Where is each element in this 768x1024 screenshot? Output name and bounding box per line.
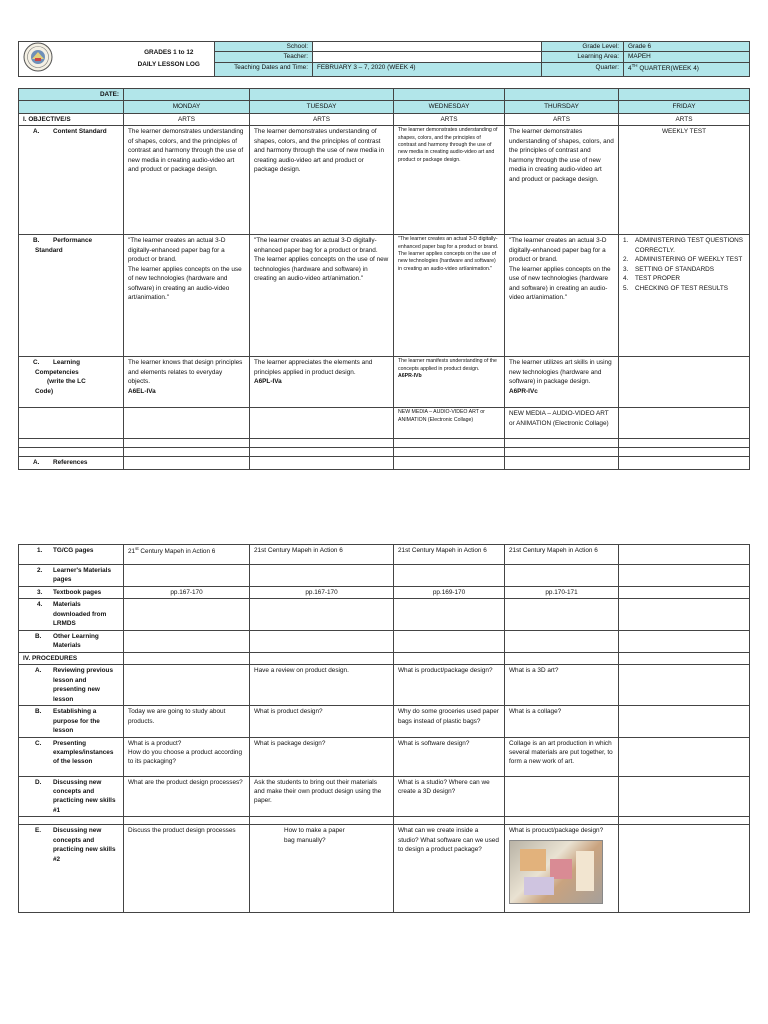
teacher-label: Teacher:	[215, 52, 313, 62]
proc-b-label: B. Establishing a purpose for the lesson	[19, 706, 124, 737]
content-wednesday: NEW MEDIA – AUDIO-VIDEO ART or ANIMATION (Electronic Collage)	[394, 408, 505, 439]
quarter-label: Quarter:	[542, 62, 624, 76]
arts-friday: ARTS	[619, 113, 750, 125]
proc-e-wednesday: What can we create inside a studio? What software can we used to design a product package?	[394, 825, 505, 913]
proc-d-monday: What are the product design processes?	[124, 776, 250, 817]
references-label: A. References	[19, 457, 124, 469]
dates-label: Teaching Dates and Time:	[215, 62, 313, 76]
proc-c-tuesday: What is package design?	[250, 737, 394, 776]
content-standard-wednesday: The learner demonstrates understanding of shapes, colors, and the principles of contrast and harmony through the use of new media in creating audio-video art and product or package design.	[394, 126, 505, 235]
textbook-wednesday: pp.169-170	[394, 586, 505, 598]
area-label: Learning Area:	[542, 52, 624, 62]
arts-monday: ARTS	[124, 113, 250, 125]
proc-a-thursday: What is a 3D art?	[505, 665, 619, 706]
competencies-wednesday: The learner manifests understanding of the concepts applied in product design. A6PR-IVb	[394, 357, 505, 408]
teacher-field[interactable]	[313, 52, 542, 62]
date-label: DATE:	[19, 89, 124, 101]
school-field[interactable]	[313, 42, 542, 52]
quarter-number: 4	[628, 65, 632, 73]
competencies-thursday: The learner utilizes art skills in using new technologies (hardware and software) in package design. A6PR-IVc	[505, 357, 619, 408]
collage-photo	[509, 840, 603, 904]
list-item: 5. CHECKING OF TEST RESULTS	[623, 284, 729, 292]
proc-c-wednesday: What is software design?	[394, 737, 505, 776]
quarter-suffix: TH	[631, 62, 638, 68]
other-materials-label: B. Other Learning Materials	[19, 630, 124, 652]
lc-code: A6PL-IVa	[254, 378, 282, 386]
lc-code: A6PR-IVc	[509, 387, 538, 395]
weekly-test-list	[623, 236, 745, 293]
proc-c-label: C. Presenting examples/instances of the lesson	[19, 737, 124, 776]
procedures-heading: IV. PROCEDURES	[19, 652, 124, 664]
content-standard-label: A. Content Standard	[19, 126, 124, 235]
textbook-monday: pp.167-170	[124, 586, 250, 598]
proc-d-tuesday: Ask the students to bring out their materials and make their own product design using the paper.	[250, 776, 394, 817]
list-item: 4. TEST PROPER	[623, 275, 680, 283]
textbook-thursday: pp.170-171	[505, 586, 619, 598]
grade-label: Grade Level:	[542, 42, 624, 52]
proc-d-wednesday: What is a studio? Where can we create a 3D design?	[394, 776, 505, 817]
proc-a-wednesday: What is product/package design?	[394, 665, 505, 706]
tg-thursday: 21st Century Mapeh in Action 6	[505, 545, 619, 565]
area-value: MAPEH	[624, 52, 750, 62]
competencies-tuesday: The learner appreciates the elements and principles applied in product design. A6PL-IVa	[250, 357, 394, 408]
tg-tuesday: 21st Century Mapeh in Action 6	[250, 545, 394, 565]
performance-standard-friday	[619, 235, 750, 357]
proc-b-tuesday: What is product design?	[250, 706, 394, 737]
lc-code: A6EL-IVa	[128, 387, 156, 395]
proc-e-thursday: What is procuct/package design?	[505, 825, 619, 913]
arts-thursday: ARTS	[505, 113, 619, 125]
proc-b-thursday: What is a collage?	[505, 706, 619, 737]
logo-cell	[19, 42, 124, 77]
performance-standard-tuesday: "The learner creates an actual 3-D digitally-enhanced paper bag for a product or brand. The learner applies concepts on the use of new technologies (hardware and software) in creating an audio-video art/animation."	[250, 235, 394, 357]
header-table	[18, 41, 750, 77]
content-thursday: NEW MEDIA – AUDIO-VIDEO ART or ANIMATION (Electronic Collage)	[505, 408, 619, 439]
grade-value: Grade 6	[624, 42, 750, 52]
deped-seal-icon	[23, 42, 53, 72]
proc-a-tuesday: Have a review on product design.	[250, 665, 394, 706]
title-line2: DAILY LESSON LOG	[137, 60, 200, 68]
textbook-pages-label: 3. Textbook pages	[19, 586, 124, 598]
quarter-rest: QUARTER(WEEK 4)	[637, 65, 699, 73]
proc-e-label: E. Discussing new concepts and practicing new skills #2	[19, 825, 124, 913]
proc-d-thursday	[505, 776, 619, 817]
proc-c-monday: What is a product? How do you choose a product according to its packaging?	[124, 737, 250, 776]
proc-e-tuesday: How to make a paper bag manually?	[250, 825, 394, 913]
competencies-monday: The learner knows that design principles and elements relates to everyday objects. A6EL-IVa	[124, 357, 250, 408]
title-line1: GRADES 1 to 12	[144, 49, 194, 57]
textbook-tuesday: pp.167-170	[250, 586, 394, 598]
dates-value: FEBRUARY 3 – 7, 2020 (WEEK 4)	[313, 62, 542, 76]
performance-standard-wednesday: "The learner creates an actual 3-D digitally-enhanced paper bag for a product or brand. The learner applies concepts on the use of new technologies (hardware and software) in creating an audio-video art/animation."	[394, 235, 505, 357]
proc-a-monday	[124, 665, 250, 706]
list-item: 1. ADMINISTERING TEST QUESTIONS CORRECTLY.	[623, 237, 744, 254]
tg-pages-label: 1. TG/CG pages	[19, 545, 124, 565]
content-standard-friday: WEEKLY TEST	[619, 126, 750, 235]
monday-header: MONDAY	[124, 101, 250, 113]
proc-c-thursday: Collage is an art production in which several materials are put together, to form a new work of art.	[505, 737, 619, 776]
tuesday-header: TUESDAY	[250, 101, 394, 113]
proc-a-label: A. Reviewing previous lesson and presenting new lesson	[19, 665, 124, 706]
list-item: 3. SETTING OF STANDARDS	[623, 265, 715, 273]
friday-header: FRIDAY	[619, 101, 750, 113]
tg-monday: 21st Century Mapeh in Action 6	[124, 545, 250, 565]
lesson-log-title	[124, 42, 215, 77]
proc-b-monday: Today we are going to study about products.	[124, 706, 250, 737]
tg-wednesday: 21st Century Mapeh in Action 6	[394, 545, 505, 565]
performance-standard-thursday: "The learner creates an actual 3-D digitally-enhanced paper bag for a product or brand. The learner applies concepts on the use of new technologies (hardware and software) in creating an audio-video art/animation."	[505, 235, 619, 357]
lc-code: A6PR-IVb	[398, 372, 422, 379]
quarter-value	[624, 62, 750, 76]
lrmds-label: 4. Materials downloaded from LRMDS	[19, 599, 124, 630]
performance-standard-label: B. Performance Standard	[19, 235, 124, 357]
proc-e-monday: Discuss the product design processes	[124, 825, 250, 913]
lm-pages-label: 2. Learner's Materials pages	[19, 565, 124, 587]
objectives-heading: I. OBJECTIVE/S	[19, 113, 124, 125]
thursday-header: THURSDAY	[505, 101, 619, 113]
content-standard-thursday: The learner demonstrates understanding of shapes, colors, and the principles of contrast and harmony through the use of new media in creating audio-video art and product or package design.	[505, 126, 619, 235]
performance-standard-monday: "The learner creates an actual 3-D digitally-enhanced paper bag for a product or brand. The learner applies concepts on the use of new technologies (hardware and software) in creating an audio-video art/animation."	[124, 235, 250, 357]
wednesday-header: WEDNESDAY	[394, 101, 505, 113]
list-item: 2. ADMINISTERING OF WEEKLY TEST	[623, 256, 743, 264]
content-standard-tuesday: The learner demonstrates understanding of shapes, colors, and the principles of contrast and harmony through the use of new media in creating audio-video art and product or package design.	[250, 126, 394, 235]
objectives-table	[18, 88, 750, 470]
proc-b-wednesday: Why do some groceries used paper bags instead of plastic bags?	[394, 706, 505, 737]
school-label: School:	[215, 42, 313, 52]
proc-d-label: D. Discussing new concepts and practicing new skills #1	[19, 776, 124, 817]
competencies-label: C. Learning Competencies (write the LC Code)	[19, 357, 124, 408]
content-standard-monday: The learner demonstrates understanding of shapes, colors, and the principles of contrast and harmony through the use of new media in creating audio-video art and product or package design.	[124, 126, 250, 235]
procedures-table	[18, 544, 750, 913]
arts-wednesday: ARTS	[394, 113, 505, 125]
arts-tuesday: ARTS	[250, 113, 394, 125]
